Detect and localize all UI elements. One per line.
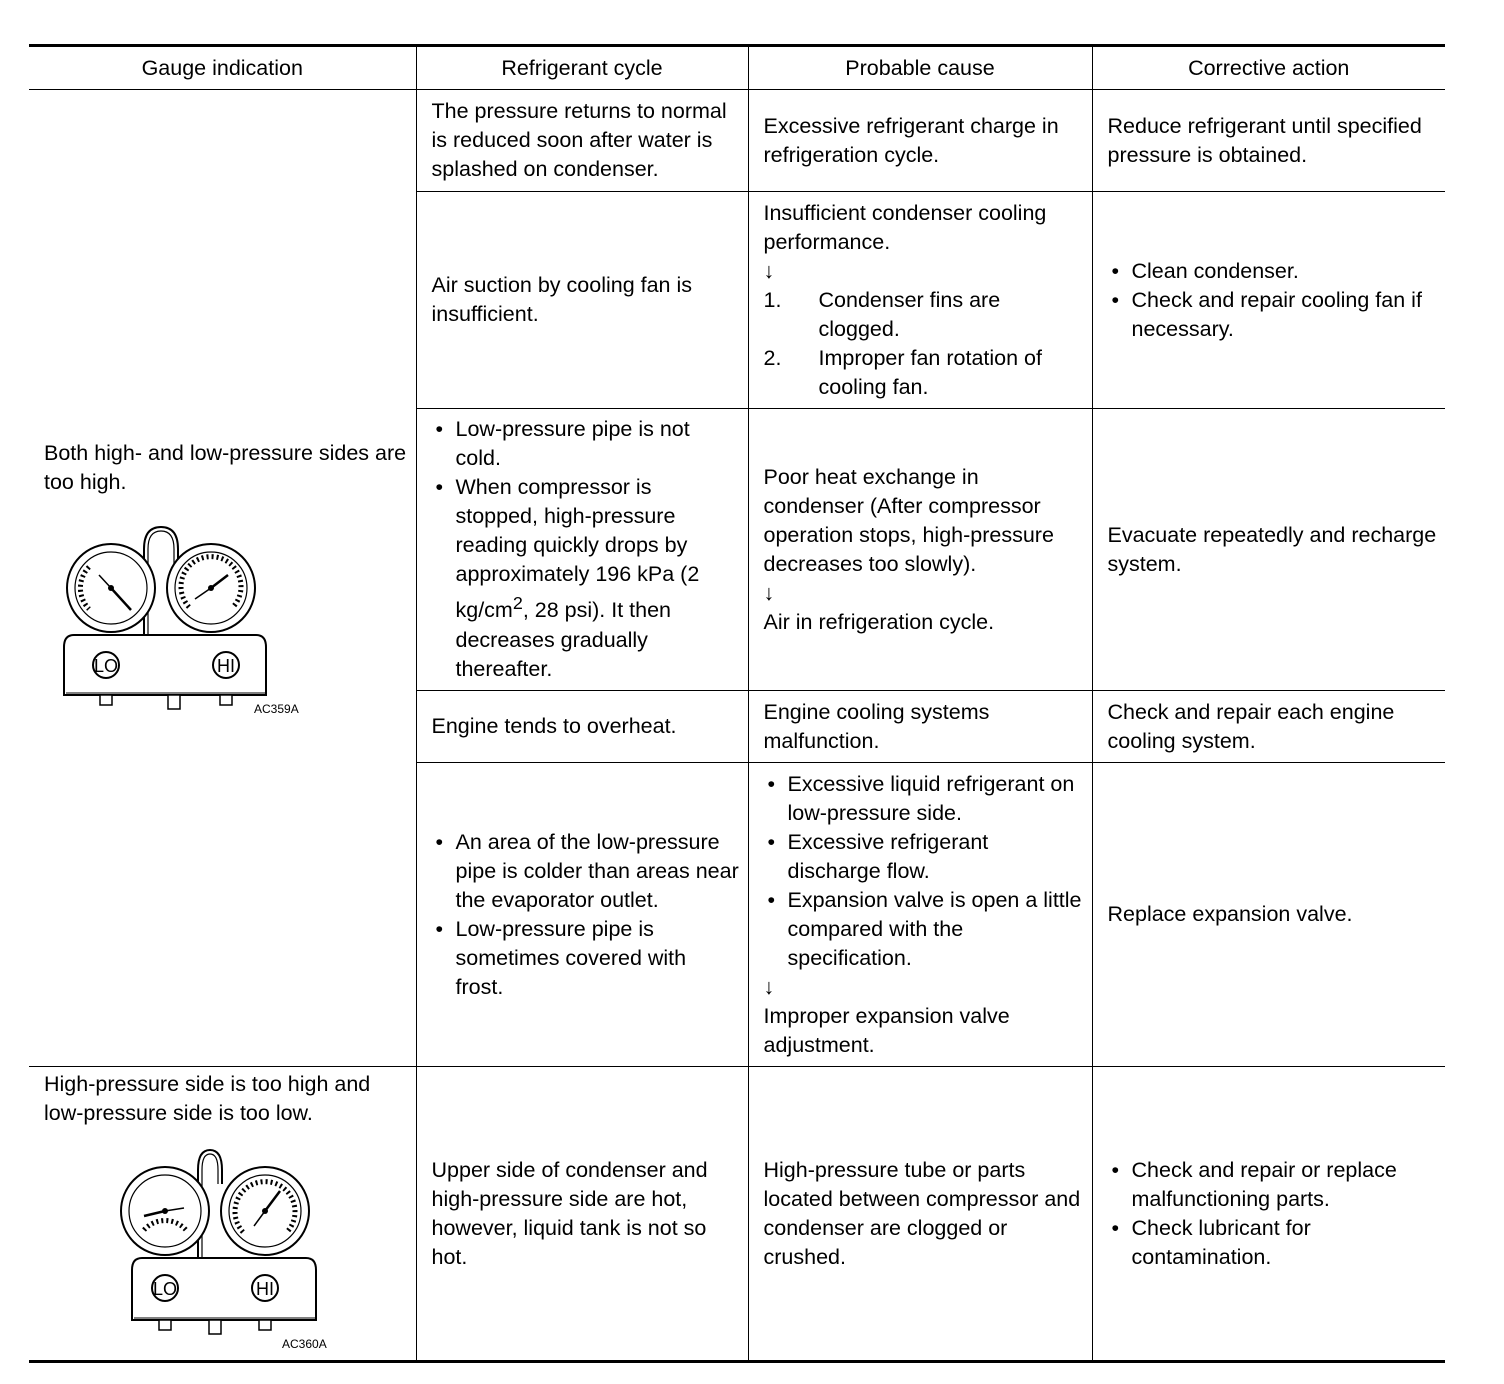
action-cell xyxy=(1092,192,1445,409)
figure-code: AC359A xyxy=(254,702,299,716)
gauge-indication-text: Both high- and low-pressure sides are too high. xyxy=(44,441,407,494)
cycle-text: Engine tends to overheat. xyxy=(431,714,677,738)
cause-steps-list xyxy=(764,286,1084,402)
cause-cell xyxy=(748,1067,1092,1362)
cycle-list xyxy=(432,415,740,683)
cause-text: High-pressure tube or parts located between compressor and condenser are clogged or crushed. xyxy=(763,1157,1081,1269)
lo-port-label: LO xyxy=(152,1278,178,1299)
gauge-indication-text: High-pressure side is too high and low-pressure side is too low. xyxy=(44,1071,371,1125)
lo-port-label: LO xyxy=(93,656,119,676)
cycle-cell xyxy=(416,691,748,763)
list-item: • Low-pressure pipe is not cold. xyxy=(432,415,740,473)
cause-text: Excessive refrigerant charge in refrigeration cycle. xyxy=(763,113,1059,167)
cycle-text: Upper side of condenser and high-pressure side are hot, however, liquid tank is not so hot. xyxy=(431,1157,708,1269)
low-pressure-gauge-icon xyxy=(121,1167,209,1255)
cycle-list xyxy=(432,828,740,1002)
cause-list xyxy=(764,770,1084,973)
cycle-cell xyxy=(416,409,748,691)
action-cell xyxy=(1092,1067,1445,1362)
action-cell xyxy=(1092,763,1445,1067)
cause-cell xyxy=(748,409,1092,691)
list-item: 2. Improper fan rotation of cooling fan. xyxy=(763,345,1042,399)
gauge-cell-high-low xyxy=(29,1067,416,1362)
list-item: • Excessive refrigerant discharge flow. xyxy=(764,828,1084,886)
down-arrow-icon: ↓ xyxy=(763,580,775,605)
action-cell xyxy=(1092,409,1445,691)
down-arrow-icon: ↓ xyxy=(763,974,775,999)
diagnosis-table xyxy=(29,44,1445,1363)
header-refrigerant-cycle: Refrigerant cycle xyxy=(416,46,748,90)
manifold-gauge-figure-high-low xyxy=(44,1138,408,1358)
list-item: • Low-pressure pipe is sometimes covered with frost. xyxy=(432,915,740,1002)
header-probable-cause: Probable cause xyxy=(748,46,1092,90)
action-cell xyxy=(1092,691,1445,763)
header-gauge-indication: Gauge indication xyxy=(29,46,416,90)
cycle-cell xyxy=(416,192,748,409)
action-list xyxy=(1108,1156,1438,1272)
action-cell xyxy=(1092,90,1445,192)
high-pressure-gauge-icon xyxy=(167,544,255,632)
manifold-gauge-figure-both-high xyxy=(44,507,408,717)
cause-cell xyxy=(748,90,1092,192)
cause-cell xyxy=(748,691,1092,763)
cycle-text: Air suction by cooling fan is insufficient. xyxy=(431,273,693,326)
high-pressure-gauge-icon xyxy=(221,1167,309,1255)
list-item: • Check and repair or replace malfunctioning parts. xyxy=(1108,1156,1438,1214)
gauge-cell-both-high xyxy=(29,90,416,1067)
cause-cell xyxy=(748,763,1092,1067)
cause-result-text: Improper expansion valve adjustment. xyxy=(763,1003,1010,1057)
list-item: • Check and repair cooling fan if necessary. xyxy=(1108,286,1438,344)
list-item: • Check lubricant for contamination. xyxy=(1108,1214,1438,1272)
cycle-cell xyxy=(416,1067,748,1362)
cause-text: Poor heat exchange in condenser (After compressor operation stops, high-pressure decreases too slowly). xyxy=(763,464,1054,576)
cause-result-text: Air in refrigeration cycle. xyxy=(763,609,995,634)
list-item: 1. Condenser fins are clogged. xyxy=(763,287,1001,341)
cause-text: Insufficient condenser cooling performance. xyxy=(763,200,1047,254)
hi-port-label: HI xyxy=(256,1278,274,1299)
header-corrective-action: Corrective action xyxy=(1092,46,1445,90)
cycle-cell xyxy=(416,90,748,192)
action-list xyxy=(1108,257,1438,344)
action-text: Evacuate repeatedly and recharge system. xyxy=(1107,522,1437,576)
low-pressure-gauge-icon xyxy=(67,544,155,632)
figure-code: AC360A xyxy=(282,1336,327,1351)
list-item: • Excessive liquid refrigerant on low-pressure side. xyxy=(764,770,1084,828)
manifold-gauge-illustration xyxy=(44,1138,344,1358)
list-item: • When compressor is stopped, high-pressure reading quickly drops by approximately 196 kPa (2 $kg/cm^2$, 28 psi). It then decreases gradually thereafter. xyxy=(432,473,740,683)
down-arrow-icon: ↓ xyxy=(763,258,775,283)
header-row xyxy=(29,46,1445,90)
cycle-cell xyxy=(416,763,748,1067)
list-item: • Expansion valve is open a little compared with the specification. xyxy=(764,886,1084,973)
hi-port-label: HI xyxy=(217,656,235,676)
list-item: • An area of the low-pressure pipe is colder than areas near the evaporator outlet. xyxy=(432,828,740,915)
cycle-text: The pressure returns to normal is reduced soon after water is splashed on condenser. xyxy=(431,99,727,181)
action-text: Replace expansion valve. xyxy=(1107,902,1353,926)
table-row xyxy=(29,90,1445,192)
action-text: Reduce refrigerant until specified pressure is obtained. xyxy=(1107,113,1422,167)
list-item: • Clean condenser. xyxy=(1108,257,1438,286)
manifold-gauge-illustration xyxy=(44,507,304,717)
cause-text: Engine cooling systems malfunction. xyxy=(763,699,990,753)
table-row xyxy=(29,1067,1445,1362)
action-text: Check and repair each engine cooling system. xyxy=(1107,699,1395,753)
cause-cell xyxy=(748,192,1092,409)
